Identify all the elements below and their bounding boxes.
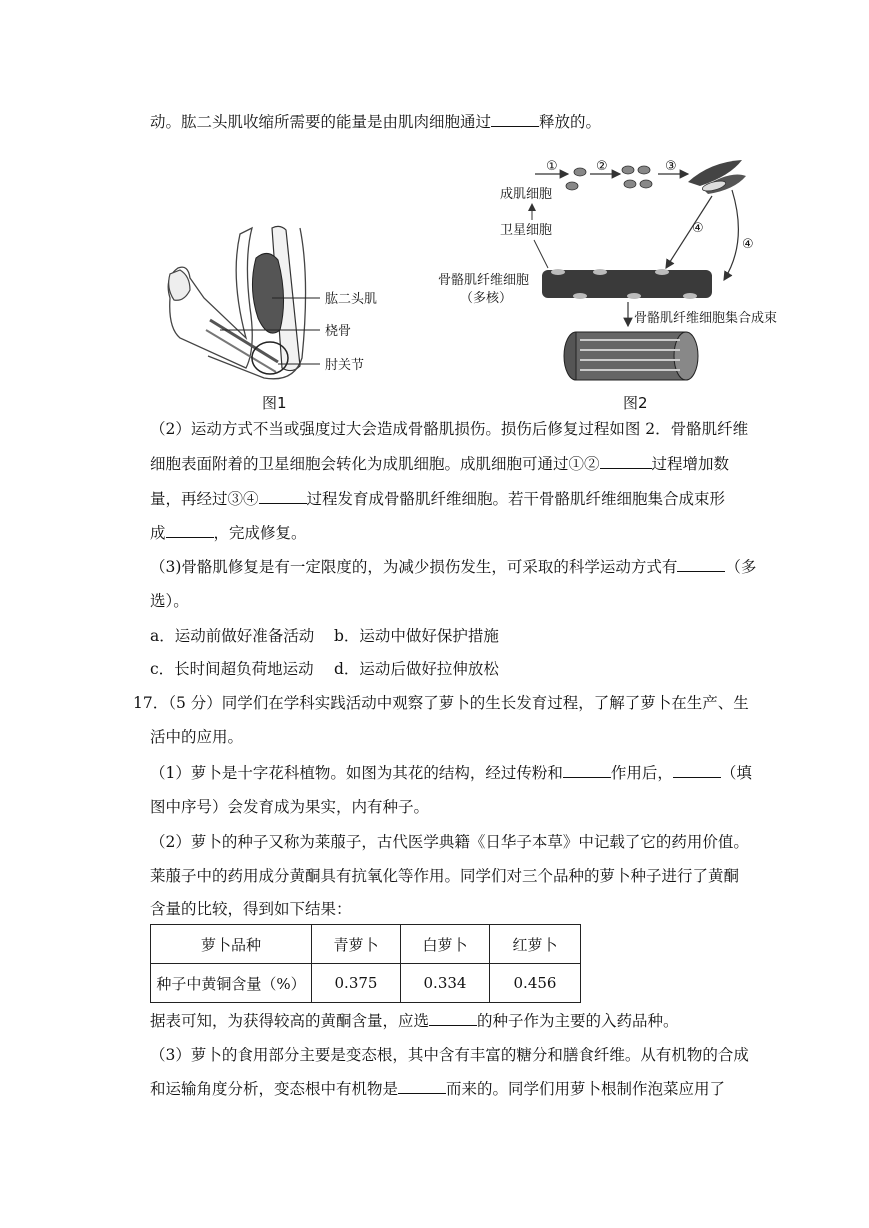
answer-blank[interactable] — [491, 112, 539, 127]
answer-blank[interactable] — [398, 1079, 446, 1094]
figure-1-arm-diagram — [160, 218, 390, 413]
label-myoblast: 成肌细胞 — [500, 187, 553, 202]
text-line-q17a: 17．（5 分）同学们在学科实践活动中观察了萝卜的生长发育过程，了解了萝卜在生产、生 — [133, 694, 749, 712]
text-line-q2c: 量，再经过③④ 过程发育成骨骼肌纤维细胞。若干骨骼肌纤维细胞集合成束形 — [150, 490, 726, 508]
myoblast-cells-1 — [566, 168, 586, 190]
answer-blank[interactable] — [166, 523, 214, 538]
table-header-cell: 白萝卜 — [401, 925, 490, 964]
table-header-cell: 红萝卜 — [490, 925, 581, 964]
table-cell: 0.375 — [312, 964, 401, 1003]
biceps-muscle — [252, 253, 283, 333]
text-line-q17-1b: 图中序号）会发育成为果实，内有种子。 — [150, 798, 430, 816]
option-a: a．运动前做好准备活动 — [150, 627, 315, 645]
text-line-q17b: 活中的应用。 — [150, 728, 244, 746]
text-line-q2b: 细胞表面附着的卫星细胞会转化为成肌细胞。成肌细胞可通过①② 过程增加数 — [150, 455, 730, 473]
option-b: b．运动中做好保护措施 — [334, 627, 499, 645]
label-satellite-cell: 卫星细胞 — [500, 223, 553, 238]
label-elbow: 肘关节 — [325, 358, 365, 373]
step-4-label-a: ④ — [692, 221, 704, 236]
text-line-q17-2b: 莱菔子中的药用成分黄酮具有抗氧化等作用。同学们对三个品种的萝卜种子进行了黄酮 — [150, 867, 740, 885]
figure-2-caption: 图2 — [623, 394, 648, 412]
answer-blank[interactable] — [673, 763, 721, 778]
flavonoid-content-table — [150, 924, 581, 1003]
table-header-row — [151, 925, 581, 964]
option-d: d．运动后做好拉伸放松 — [334, 660, 499, 678]
table-row — [151, 964, 581, 1003]
step-1-label: ① — [546, 159, 558, 174]
answer-blank[interactable] — [600, 454, 652, 469]
step-4-label-b: ④ — [742, 237, 754, 252]
label-biceps: 肱二头肌 — [325, 292, 378, 307]
text-line-q17-2d: 据表可知，为获得较高的黄酮含量，应选 的种子作为主要的入药品种。 — [150, 1012, 679, 1030]
myoblast-cells-2 — [622, 166, 652, 188]
table-cell: 0.456 — [490, 964, 581, 1003]
text-line-q17-2a: （2）萝卜的种子又称为莱菔子，古代医学典籍《日华子本草》中记载了它的药用价值。 — [150, 833, 749, 851]
text-line-q17-2c: 含量的比较，得到如下结果： — [150, 900, 352, 918]
text-line-q3b: 选）。 — [150, 592, 189, 610]
fist — [169, 270, 190, 300]
label-muscle-fiber: 骨骼肌纤维细胞 — [438, 273, 530, 288]
figure-1-caption: 图1 — [262, 394, 287, 412]
label-multinuclear: （多核） — [460, 291, 513, 306]
table-header-cell: 萝卜品种 — [151, 925, 312, 964]
text-line-q2d: 成 ，完成修复。 — [150, 524, 307, 542]
text-line-q17-1a: （1）萝卜是十字花科植物。如图为其花的结构，经过传粉和 作用后， （填 — [150, 764, 752, 782]
table-header-cell: 青萝卜 — [312, 925, 401, 964]
label-radius: 桡骨 — [325, 324, 352, 339]
text-line-q3a: （3)骨骼肌修复是有一定限度的，为减少损伤发生，可采取的科学运动方式有 （多 — [150, 558, 757, 576]
label-fiber-bundle: 骨骼肌纤维细胞集合成束 — [634, 311, 778, 326]
answer-blank[interactable] — [429, 1011, 477, 1026]
text-line-q2a: （2）运动方式不当或强度过大会造成骨骼肌损伤。损伤后修复过程如图 2．骨骼肌纤维 — [150, 420, 749, 438]
answer-blank[interactable] — [563, 763, 611, 778]
step-2-label: ② — [596, 159, 608, 174]
table-cell: 0.334 — [401, 964, 490, 1003]
text-line-q17-3b: 和运输角度分析，变态根中有机物是 而来的。同学们用萝卜根制作泡菜应用了 — [150, 1080, 726, 1098]
answer-blank[interactable] — [677, 557, 725, 572]
table-row-label: 种子中黄铜含量（%） — [151, 964, 312, 1003]
step-3-label: ③ — [665, 159, 677, 174]
option-c: c．长时间超负荷地运动 — [150, 660, 314, 678]
muscle-fiber-bundle — [564, 332, 698, 380]
figure-2-repair-diagram — [430, 152, 790, 392]
text-line-energy: 动。肱二头肌收缩所需要的能量是由肌肉细胞通过 释放的。 — [150, 113, 602, 131]
answer-blank[interactable] — [259, 489, 307, 504]
text-line-q17-3a: （3）萝卜的食用部分主要是变态根，其中含有丰富的糖分和膳食纤维。从有机物的合成 — [150, 1046, 749, 1064]
